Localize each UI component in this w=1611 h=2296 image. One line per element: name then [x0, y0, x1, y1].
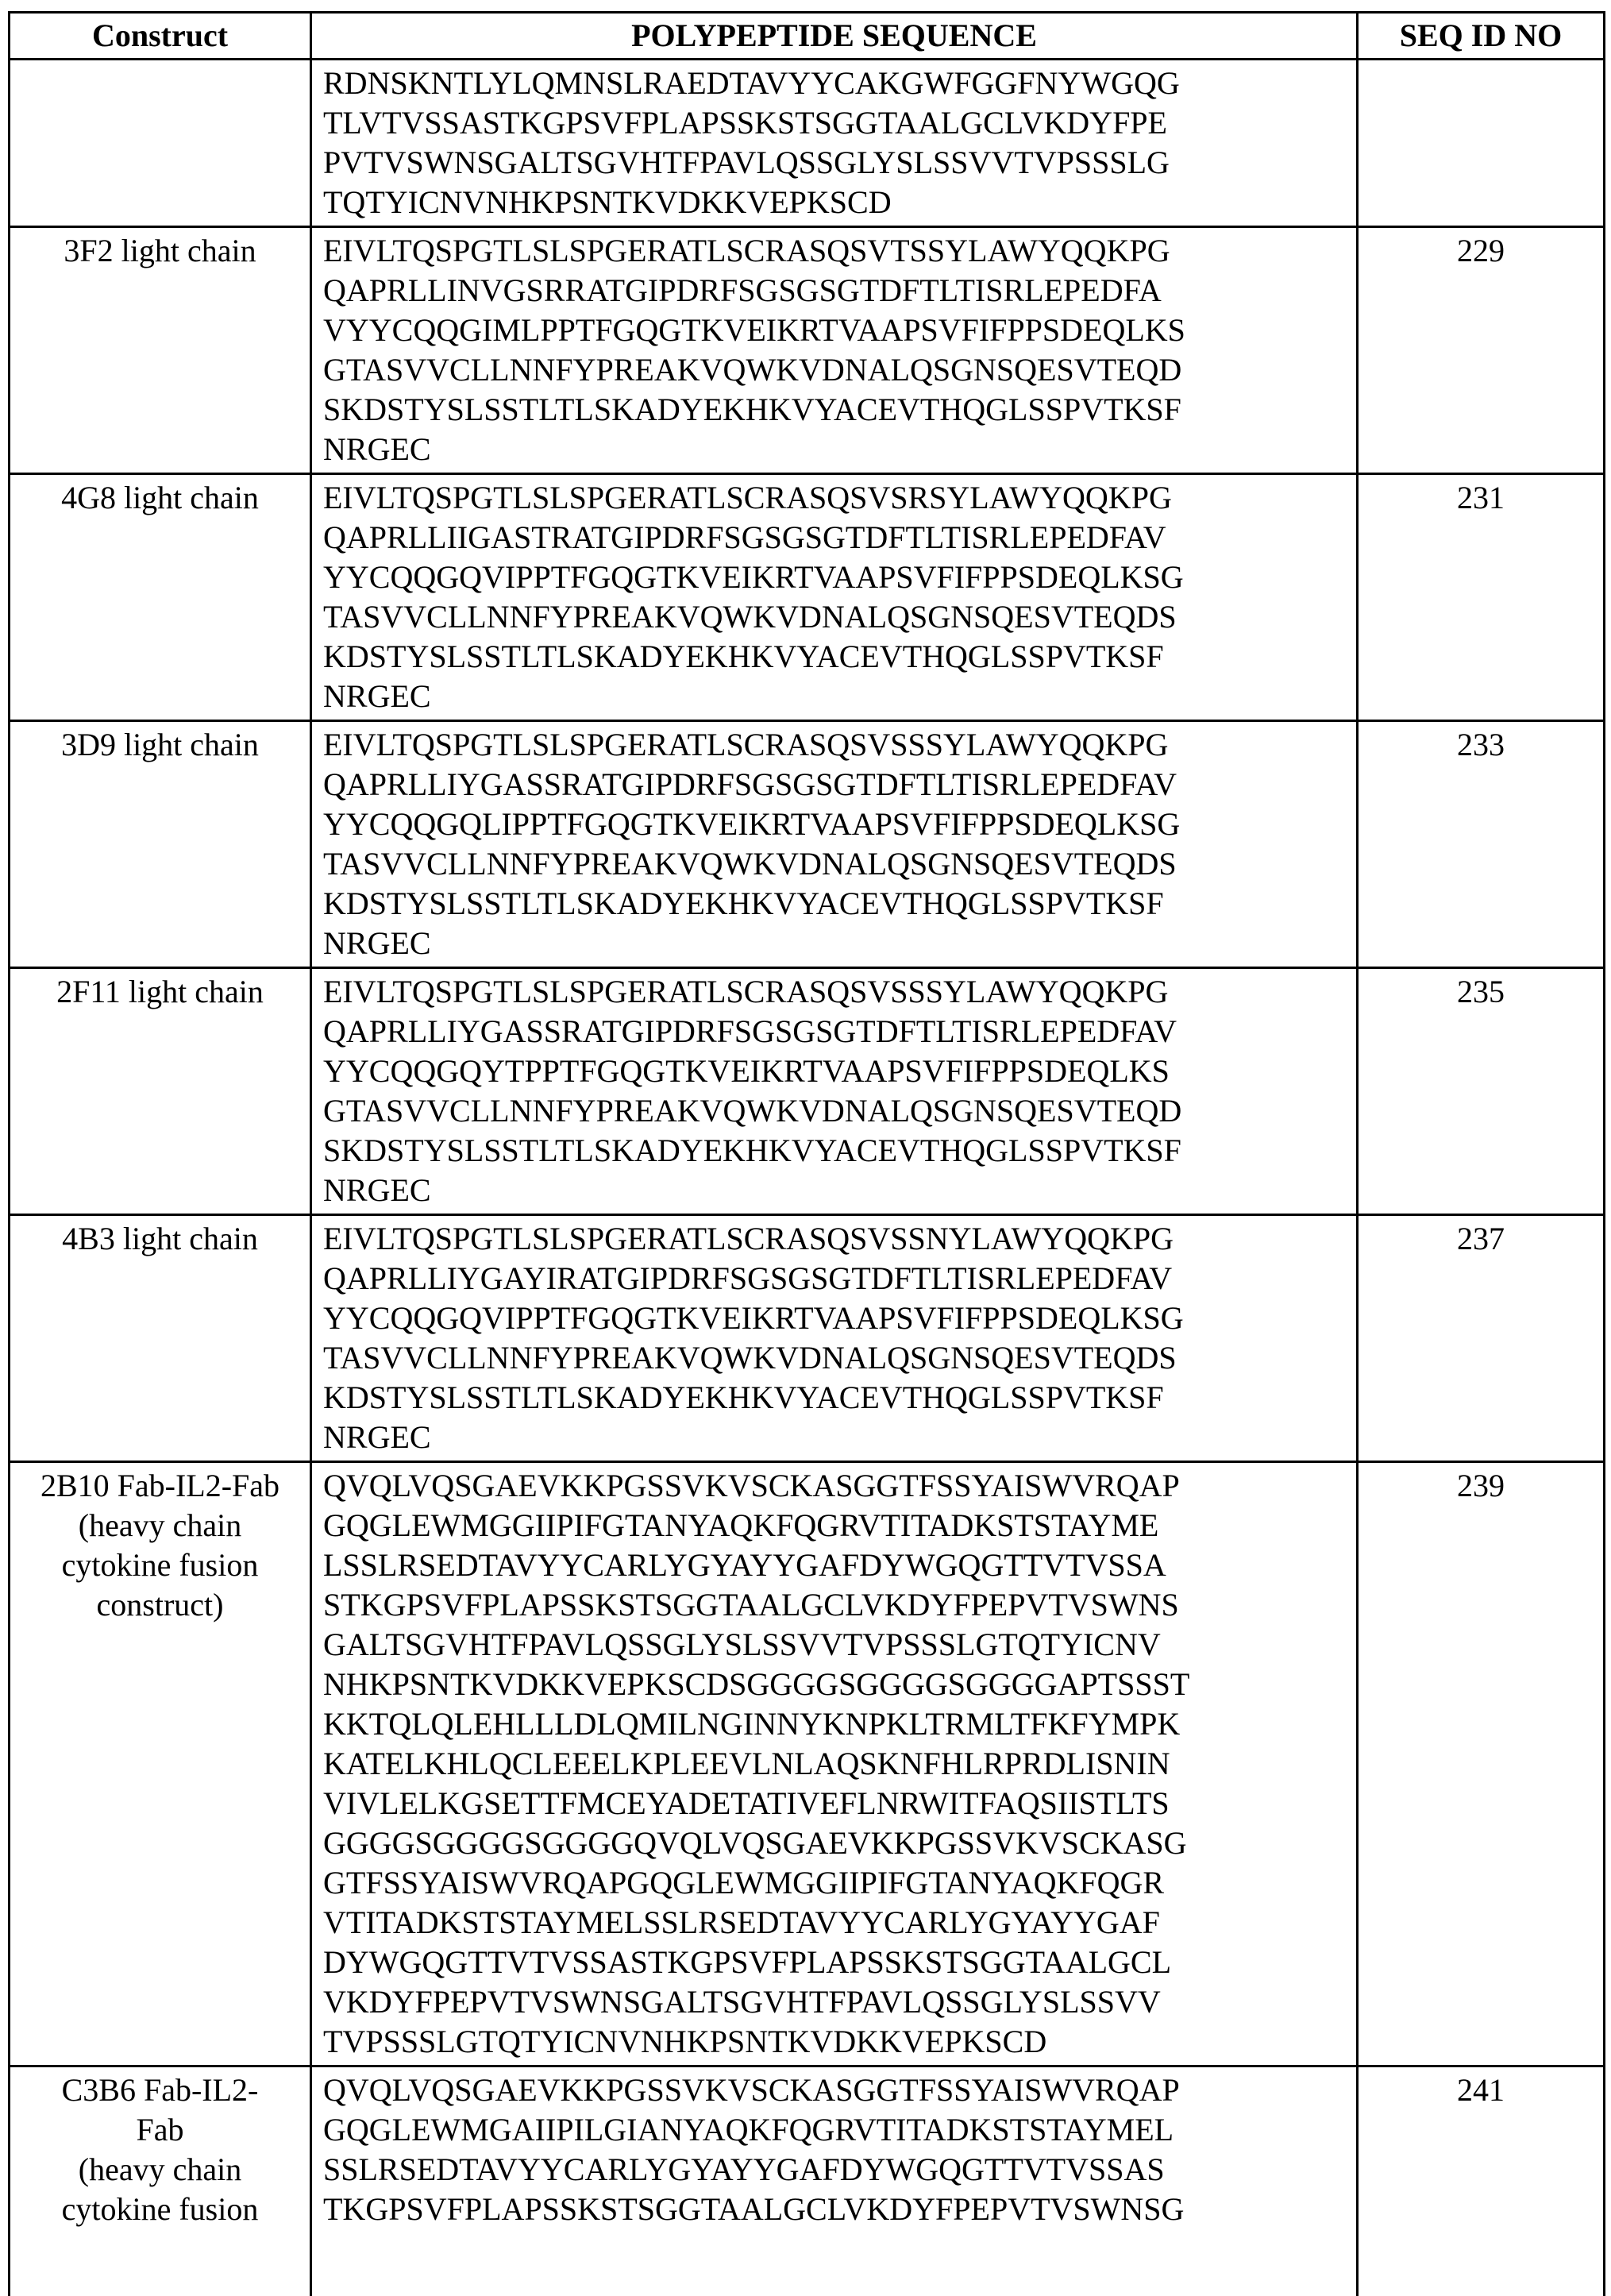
table-row [10, 227, 1605, 474]
seq-id-cell: 241 [1358, 2066, 1605, 2296]
construct-cell: 2B10 Fab-IL2-Fab (heavy chain cytokine fusion construct) [10, 1462, 311, 2066]
column-header-construct: Construct [10, 13, 311, 60]
seq-id-cell: 233 [1358, 721, 1605, 968]
sequence-cell: EIVLTQSPGTLSLSPGERATLSCRASQSVSSNYLAWYQQKPG QAPRLLIYGAYIRATGIPDRFSGSGSGTDFTLTISRLEPEDFAV YYCQQGQVIPPTFGQGTKVEIKRTVAAPSVFIFPPSDEQLKSG TASVVCLLNNFYPREAKVQWKVDNALQSGNSQESVTEQDS KDSTYSLSSTLTLSKADYEKHKVYACEVTHQGLSSPVTKSF NRGEC [311, 1215, 1358, 1462]
table-row [10, 474, 1605, 721]
construct-cell [10, 60, 311, 227]
table-row [10, 1462, 1605, 2066]
table-row [10, 60, 1605, 227]
construct-cell: 3F2 light chain [10, 227, 311, 474]
column-header-seq-id-no: SEQ ID NO [1358, 13, 1605, 60]
seq-id-cell: 231 [1358, 474, 1605, 721]
sequence-cell: QVQLVQSGAEVKKPGSSVKVSCKASGGTFSSYAISWVRQAP GQGLEWMGAIIPILGIANYAQKFQGRVTITADKSTSTAYMEL SSLRSEDTAVYYCARLYGYAYYGAFDYWGQGTTVTVSSAS TKGPSVFPLAPSSKSTSGGTAALGCLVKDYFPEPVTVSWNSG [311, 2066, 1358, 2296]
seq-id-cell: 237 [1358, 1215, 1605, 1462]
sequence-cell: QVQLVQSGAEVKKPGSSVKVSCKASGGTFSSYAISWVRQAP GQGLEWMGGIIPIFGTANYAQKFQGRVTITADKSTSTAYME LSSLRSEDTAVYYCARLYGYAYYGAFDYWGQGTTVTVSSA STKGPSVFPLAPSSKSTSGGTAALGCLVKDYFPEPVTVSWNS GALTSGVHTFPAVLQSSGLYSLSSVVTVPSSSLGTQTYICNV NHKPSNTKVDKKVEPKSCDSGGGGSGGGGSGGGGAPTSSST KKTQLQLEHLLLDLQMILNGINNYKNPKLTRMLTFKFYMPK KATELKHLQCLEEELKPLEEVLNLAQSKNFHLRPRDLISNIN VIVLELKGSETTFMCEYADETATIVEFLNRWITFAQSIISTLTS GGGGSGGGGSGGGGQVQLVQSGAEVKKPGSSVKVSCKASG GTFSSYAISWVRQAPGQGLEWMGGIIPIFGTANYAQKFQGR VTITADKSTSTAYMELSSLRSEDTAVYYCARLYGYAYYGAF DYWGQGTTVTVSSASTKGPSVFPLAPSSKSTSGGTAALGCL VKDYFPEPVTVSWNSGALTSGVHTFPAVLQSSGLYSLSSVV TVPSSSLGTQTYICNVNHKPSNTKVDKKVEPKSCD [311, 1462, 1358, 2066]
header-row [10, 13, 1605, 60]
seq-id-cell: 229 [1358, 227, 1605, 474]
sequence-cell: EIVLTQSPGTLSLSPGERATLSCRASQSVSSSYLAWYQQKPG QAPRLLIYGASSRATGIPDRFSGSGSGTDFTLTISRLEPEDFAV YYCQQGQLIPPTFGQGTKVEIKRTVAAPSVFIFPPSDEQLKSG TASVVCLLNNFYPREAKVQWKVDNALQSGNSQESVTEQDS KDSTYSLSSTLTLSKADYEKHKVYACEVTHQGLSSPVTKSF NRGEC [311, 721, 1358, 968]
sequence-cell: EIVLTQSPGTLSLSPGERATLSCRASQSVTSSYLAWYQQKPG QAPRLLINVGSRRATGIPDRFSGSGSGTDFTLTISRLEPEDFA VYYCQQGIMLPPTFGQGTKVEIKRTVAAPSVFIFPPSDEQLKS GTASVVCLLNNFYPREAKVQWKVDNALQSGNSQESVTEQD SKDSTYSLSSTLTLSKADYEKHKVYACEVTHQGLSSPVTKSF NRGEC [311, 227, 1358, 474]
table-row [10, 968, 1605, 1215]
table-row [10, 1215, 1605, 1462]
construct-cell: 4B3 light chain [10, 1215, 311, 1462]
sequence-cell: RDNSKNTLYLQMNSLRAEDTAVYYCAKGWFGGFNYWGQG TLVTVSSASTKGPSVFPLAPSSKSTSGGTAALGCLVKDYFPE PVTVSWNSGALTSGVHTFPAVLQSSGLYSLSSVVTVPSSSLG TQTYICNVNHKPSNTKVDKKVEPKSCD [311, 60, 1358, 227]
polypeptide-sequence-table [8, 11, 1605, 2296]
construct-cell: 4G8 light chain [10, 474, 311, 721]
table-row [10, 721, 1605, 968]
construct-cell: 3D9 light chain [10, 721, 311, 968]
column-header-polypeptide-sequence: POLYPEPTIDE SEQUENCE [311, 13, 1358, 60]
sequence-cell: EIVLTQSPGTLSLSPGERATLSCRASQSVSRSYLAWYQQKPG QAPRLLIIGASTRATGIPDRFSGSGSGTDFTLTISRLEPEDFAV YYCQQGQVIPPTFGQGTKVEIKRTVAAPSVFIFPPSDEQLKSG TASVVCLLNNFYPREAKVQWKVDNALQSGNSQESVTEQDS KDSTYSLSSTLTLSKADYEKHKVYACEVTHQGLSSPVTKSF NRGEC [311, 474, 1358, 721]
construct-cell: C3B6 Fab-IL2- Fab (heavy chain cytokine fusion [10, 2066, 311, 2296]
sequence-cell: EIVLTQSPGTLSLSPGERATLSCRASQSVSSSYLAWYQQKPG QAPRLLIYGASSRATGIPDRFSGSGSGTDFTLTISRLEPEDFAV YYCQQGQYTPPTFGQGTKVEIKRTVAAPSVFIFPPSDEQLKS GTASVVCLLNNFYPREAKVQWKVDNALQSGNSQESVTEQD SKDSTYSLSSTLTLSKADYEKHKVYACEVTHQGLSSPVTKSF NRGEC [311, 968, 1358, 1215]
seq-id-cell [1358, 60, 1605, 227]
table-body [10, 60, 1605, 2296]
seq-id-cell: 235 [1358, 968, 1605, 1215]
construct-cell: 2F11 light chain [10, 968, 311, 1215]
seq-id-cell: 239 [1358, 1462, 1605, 2066]
table-row [10, 2066, 1605, 2296]
